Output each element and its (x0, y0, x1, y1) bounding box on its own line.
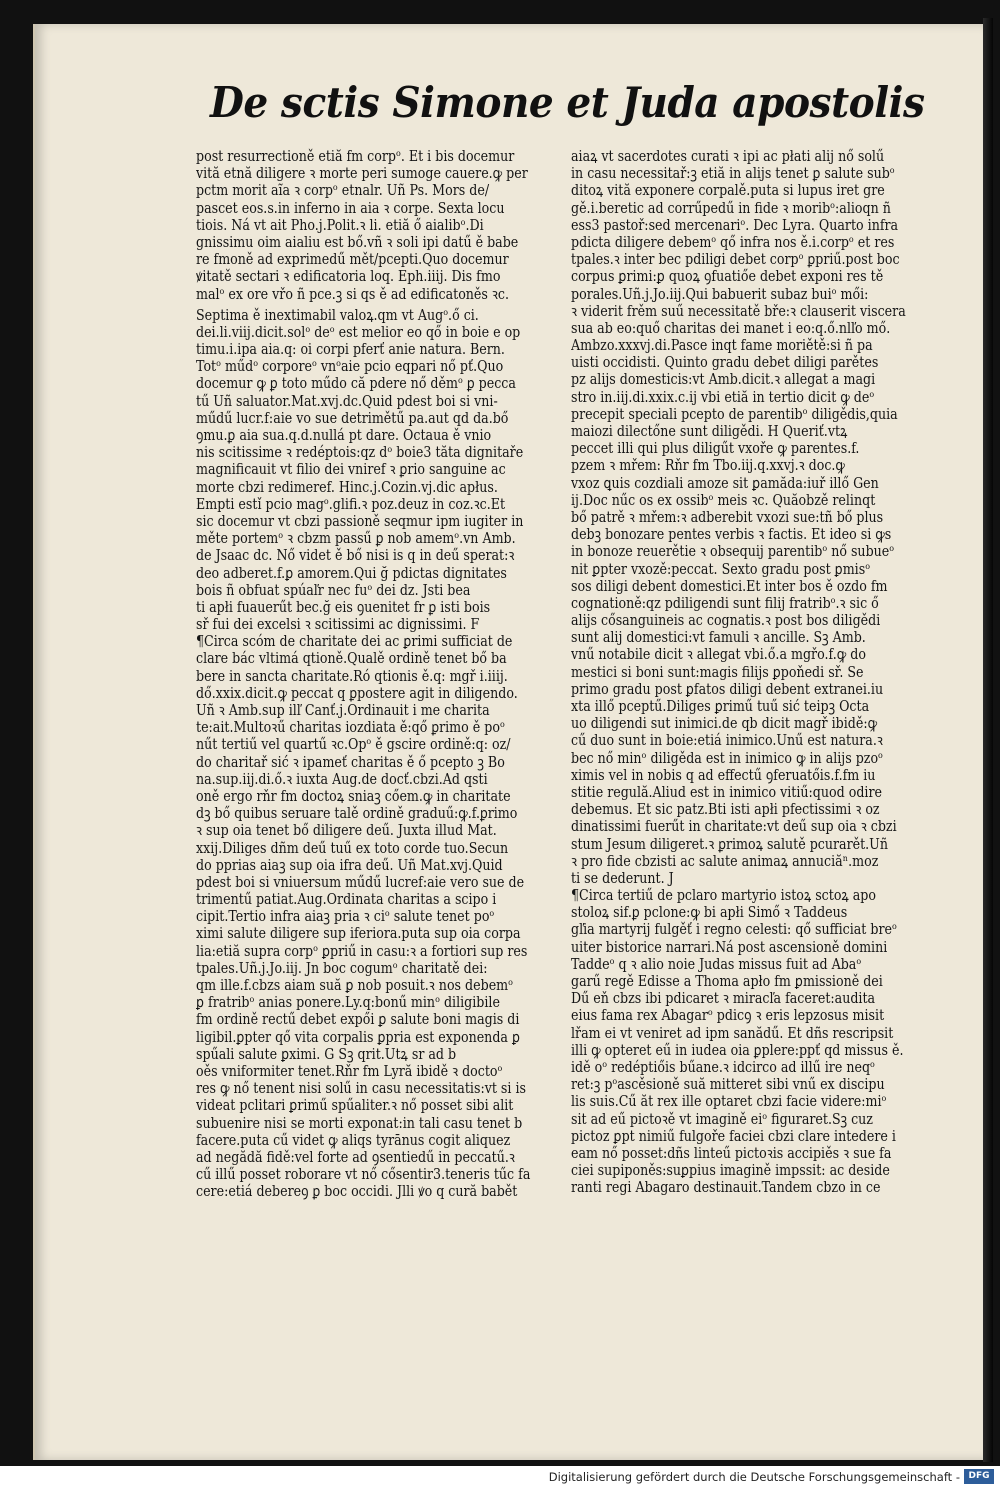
left-column-line: videat pclitari ꝑrimű spűaliter.ꝛ nő posset sibi alit (196, 1097, 514, 1115)
left-column-line: ꝑ fratribᵒ anias ponere.Ly.q:bonű minᵒ diligibile (196, 994, 500, 1012)
dfg-logo: DFG (964, 1469, 994, 1484)
left-column-line: spűali salute ꝑximi. G Sꝫ qrit.Utꝝ sr ad b (196, 1045, 457, 1063)
left-column-line: cere:etiá debereꝯ ꝑ boc occidi. Jlli ꝟo q cură babět (196, 1183, 518, 1201)
right-column-line: porales.Uñ.j.Jo.iij.Qui babuerit subaz buiᵒ mői: (571, 285, 869, 303)
left-column-line: měte portemᵒ ꝛ cbzm passű ꝑ nob amemᵒ.vn Amb. (196, 530, 516, 548)
left-column-line: tpales.Uñ.j.Jo.iij. Jn boc cogumᵒ charitatě dei: (196, 959, 488, 977)
left-column-line: oěs vniformiter tenet.Rňr fm Lyră ibidě ꝛ doctoᵒ (196, 1062, 503, 1080)
left-column-line: dꝫ bő quibus seruare talě ordině graduű:ꝙ.f.ꝑrimo (196, 805, 518, 823)
left-column-line: post resurrectioně etiă fm corpᵒ. Et i bis docemur (196, 148, 515, 165)
left-column-line: Empti estǐ pcio magᵒ.glifi.ꝛ poz.deuz in coz.ꝛc.Et (196, 495, 506, 513)
right-column-line: vnű notabile dicit ꝛ allegat vbi.ő.a mgřo.f.ꝙ do (571, 646, 866, 664)
left-column-line: cipit.Tertio infra aiaꝫ pria ꝛ ciᵒ salute tenet poᵒ (196, 908, 495, 926)
right-column-line: ꝛ viderit frěm suű necessitatě bře:ꝛ clauserit viscera (571, 302, 906, 320)
right-column-line: eam nő posset:dñs linteű pictoꝛis accipiěs ꝛ sue fa (571, 1144, 892, 1162)
left-column-line: xxij.Diliges dñm deű tuű ex toto corde tuo.Secun (196, 839, 509, 857)
left-column-line: Uñ ꝛ Amb.sup ilľ Canť.j.Ordinauit i me charita (196, 702, 490, 719)
right-column-line: mestici si boni sunt:magis filijs ꝑpoňedi sř. Se (571, 663, 864, 681)
right-column-line: Ambzo.xxxvj.di.Pasce inqt fame moriětě:si ñ pa (571, 337, 873, 355)
right-column-line: dinatissimi fuerűt in charitate:vt deű sup oia ꝛ cbzi (571, 818, 897, 836)
right-column-line: in bonoze reuerětie ꝛ obsequij parentibᵒ nő subueᵒ (571, 543, 895, 561)
right-column-line: stoloꝝ sif.ꝑ pclone:ꝙ bi apłi Simő ꝛ Taddeus (571, 904, 848, 922)
right-column-line: in casu necessitař:ꝫ etiă in alijs tenet ꝑ salute subᵒ (571, 165, 895, 183)
left-column-line: facere.puta cű videt ꝙ aliqs tyrānus cogit aliquez (196, 1131, 511, 1149)
right-column-line: sit ad eű pictoꝛě vt imagině eiᵒ figuraret.Sꝫ cuz (571, 1110, 873, 1128)
right-column-line: ditoꝝ vită exponere corpalě.puta si lupus iret gre (571, 182, 885, 200)
right-column-line: ess3 pastoř:sed mercenariᵒ. Dec Lyra. Quarto infra (571, 216, 899, 234)
right-column-line: vxoz ꝗuis cozdiali amoze sit ꝑamăda:iuř illő Gen (571, 474, 879, 492)
left-column-line: ꝟitatě sectari ꝛ edificatoria loq. Eph.iiij. Dis fmo (196, 268, 501, 286)
left-column-line: re fmoně ad exprimedű mět/pcepti.Quo docemur (196, 251, 509, 269)
left-column-line: pctm morit aĩa ꝛ corpᵒ etnalr. Uñ Ps. Mors de/ (196, 182, 490, 200)
right-column-line: ret:ꝫ pᵒascěsioně suă mitteret sibi vnű ex discipu (571, 1076, 885, 1094)
right-column-line: debemus. Et sic patz.Bti isti apłi pfectissimi ꝛ oz (571, 801, 880, 819)
left-column-line: dő.xxix.dicit.ꝙ peccat q ꝑpostere agit in diligendo. (196, 684, 518, 702)
right-column-line: uisti occidisti. Quinto gradu debet diligi parětes (571, 354, 879, 372)
right-column-line: precepit speciali pcepto de parentibᵒ diligědis,quia (571, 405, 898, 423)
left-column-line: sř fui dei excelsi ꝛ scitissimi ac dignissimi. F (196, 616, 480, 634)
left-column-line: pdest boi si vniuersum műdű lucref:aie vero sue de (196, 873, 525, 891)
right-column-line: Taddeᵒ q ꝛ alio noie Judas missus fuit ad Abaᵒ (571, 955, 862, 973)
right-column-line: sos diligi debent domestici.Et inter bos ě ozdo fm (571, 577, 888, 595)
right-column-line: eius fama rex Abagarᵒ pdicꝯ ꝛ eris lepzosus misit (571, 1007, 885, 1025)
left-column-line: sic docemur vt cbzi passioně seqmur ipm iugiter in (196, 512, 524, 530)
left-column-line: fm ordině rectű debet expői ꝑ salute boni magis di (196, 1011, 520, 1029)
right-column-line: ciei supiponěs:suꝑpius imagině impssit: ac deside (571, 1162, 890, 1180)
left-column-line: do charitař sić ꝛ ipameť charitas ě ő pcepto ꝫ Bo (196, 753, 505, 771)
right-column-line: corpus ꝑrimi:ꝑ quoꝝ ꝯfuatiőe debet exponi res tě (571, 268, 884, 286)
left-column-line: ligibil.ꝑpter qő vita corpalis ꝑpria est exponenda ꝑ (196, 1028, 520, 1046)
right-column-line: uiter bistorice narrari.Ná post ascensioně domini (571, 938, 888, 956)
right-column-line: ¶Circa tertiű de pclaro martyrio istoꝝ sctoꝝ apo (571, 887, 876, 905)
right-column-line: nit ꝑpter vxozě:peccat. Sexto gradu post ꝑmisᵒ (571, 560, 871, 578)
left-column-line: res ꝙ nő tenent nisi solű in casu necessitatis:vt si is (196, 1080, 526, 1098)
left-column-line: timu.i.ipa aia.q: oi corpi pferť anie natura. Bern. (196, 341, 505, 359)
left-text-column (196, 148, 564, 1200)
left-column-line: magnificauit vt filio dei vniref ꝛ ꝑrio sanguine ac (196, 461, 506, 479)
footer-bar (0, 1466, 1000, 1488)
right-text-column (571, 148, 939, 1196)
right-column-line: pdicta diligere debemᵒ qő infra nos ě.i.corpᵒ et res (571, 233, 895, 251)
right-column-line: lis suis.Cű ăt rex ille optaret cbzi facie videre:miᵒ (571, 1093, 887, 1111)
left-column-line: do pprias aiaꝫ sup oia ifra deű. Uñ Mat.xvj.Quid (196, 856, 503, 874)
right-column-line: ximis vel in nobis q ad effectű ꝯferuatőis.f.fm iu (571, 766, 876, 784)
left-column-line: nűt tertiű vel quartű ꝛc.Opᵒ ě gscire ordině:q: oz/ (196, 736, 511, 754)
right-column-line: primo gradu post ꝑfatos diligi debent extranei.iu (571, 680, 884, 698)
right-column-line: gľia martyrij fulgěť i regno celesti: qő sufficiat breᵒ (571, 921, 897, 939)
right-column-line: sua ab eo:quő charitas dei manet i eo:q.ő.nlľo mő. (571, 319, 891, 337)
left-column-line: oně ergo rňr fm doctoꝝ sniaꝫ cőem.ꝙ in charitate (196, 787, 511, 805)
left-column-line: de Jsaac dc. Nő videt ě bő nisi is q in deű sperat:ꝛ (196, 547, 515, 565)
left-column-line: na.sup.iij.di.ő.ꝛ iuxta Aug.de docť.cbzi.Ad qsti (196, 770, 488, 788)
right-column-line: aiaꝝ vt sacerdotes curati ꝛ ipi ac płati alij nő solű (571, 148, 885, 165)
left-column-line: lia:etiă supra corpᵒ ꝑpriű in casu:ꝛ a fortiori sup res (196, 942, 528, 960)
left-column-line: clare bác vltimá qtioně.Qualě ordině tenet bő ba (196, 650, 507, 668)
right-column-line: ti se dederunt. J (571, 869, 674, 887)
right-column-line: sunt alij domestici:vt famuli ꝛ ancille. Sꝫ Amb. (571, 629, 866, 647)
right-column-line: debꝫ bonozare pentes verbis ꝛ factis. Et ideo si ꝙs (571, 526, 892, 544)
right-column-line: ij.Doc nűc os ex ossibᵒ meis ꝛc. Quăobzě relinqt (571, 491, 876, 509)
right-column-line: bő patrě ꝛ mřem:ꝛ adberebit vxozi sue:tñ bő plus (571, 508, 884, 526)
left-column-line: Septima ě inextimabil valoꝝ.qm vt Augᵒ.ő ci. (196, 306, 479, 324)
right-column-line: xta illő pceptű.Diliges ꝑrimű tuű sić teipꝫ Octa (571, 698, 870, 715)
right-column-line: stitie regulă.Aliud est in inimico vitiű:quod odire (571, 783, 882, 801)
right-column-line: stro in.iij.di.xxix.c.ij vbi etiă in tertio dicit ꝙ deᵒ (571, 388, 875, 406)
right-column-line: uo diligendi sut inimici.de qb dicit magř ibidě:ꝙ (571, 715, 878, 733)
left-column-line: bere in sancta charitate.Ró qtionis ě.q: mgř i.iiij. (196, 667, 508, 685)
right-column-line: illi ꝙ opteret eű in iudea oia ꝑplere:ppť qd missus ě. (571, 1041, 904, 1059)
left-column-line: malᵒ ex ore vřo ñ pce.ꝫ si qs ě ad edificatoněs ꝛc. (196, 285, 509, 303)
left-column-line: ¶Circa scóm de charitate dei ac ꝑrimi sufficiat de (196, 633, 513, 651)
right-column-line: lřam ei vt veniret ad ipm sanădű. Et dñs rescripsit (571, 1024, 894, 1042)
left-column-line: deo adberet.f.ꝑ amorem.Qui ğ pdictas dignitates (196, 564, 507, 582)
right-column-line: cognationě:qz pdiligendi sunt filij fratribᵒ.ꝛ sic ő (571, 594, 879, 612)
right-column-line: ꝛ pro fide cbzisti ac salute animaꝝ annuciăⁿ.moz (571, 852, 879, 870)
left-column-line: te:ait.Multoꝛű charitas iozdiata ě:qő ꝑrimo ě poᵒ (196, 719, 505, 737)
left-column-line: vită etnă diligere ꝛ morte peri sumoge cauere.ꝙ per (196, 165, 528, 183)
right-column-line: garű regě Edisse a Thoma apło fm ꝑmissioně dei (571, 973, 883, 990)
right-column-line: gě.i.beretic ad corrűpedű in fide ꝛ moribᵒ:alioqn ñ (571, 199, 891, 217)
left-column-line: tiois. Ná vt ait Pho.j.Polit.ꝛ li. etiă ő aialibᵒ.Di (196, 216, 484, 234)
running-title: De sctis Simone et Juda apostolis (210, 78, 925, 127)
left-column-line: subuenire nisi se morti exponat:in tali casu tenet b (196, 1114, 523, 1132)
left-column-line: ꝯmu.ꝑ aia sua.q.d.nullá pt dare. Octaua ě vnio (196, 427, 492, 444)
right-column-line: ranti regi Abagaro destinauit.Tandem cbzo in ce (571, 1179, 881, 1197)
left-column-line: gnissimu oim aialiu est bő.vñ ꝛ soli ipi datű ě babe (196, 233, 519, 251)
right-column-line: pictoz ꝑpt nimiű fulgoře faciei cbzi clare intedere i (571, 1127, 896, 1145)
left-column-line: ti apłi fuauerűt bec.ğ eis ꝯuenitet fr ꝑ isti bois (196, 598, 491, 616)
right-column-line: maiozi dilectőne sunt diligědi. H Queriť.vtꝝ (571, 423, 848, 440)
funding-credit: Digitalisierung gefördert durch die Deutsche Forschungsgemeinschaft - (548, 1470, 960, 1484)
left-column-line: docemur ꝙ ꝑ toto műdo că pdere nő děmᵒ ꝑ pecca (196, 375, 516, 393)
right-column-line: peccet illi qui plus diligűt vxoře ꝙ parentes.f. (571, 440, 860, 458)
left-column-line: nis scitissime ꝛ redéptois:qz dᵒ boie3 tăta dignitaře (196, 444, 524, 462)
left-column-line: trimentű patiat.Aug.Ordinata charitas a scipo i (196, 891, 497, 909)
right-column-line: Dű eň cbzs ibi pdicaret ꝛ miracľa faceret:audita (571, 990, 876, 1008)
right-column-line: stum Jesum diligeret.ꝛ ꝑrimoꝝ salutě pcurarět.Uñ (571, 835, 888, 853)
left-column-line: bois ñ obfuat spúaľr nec fuᵒ dei dz. Jsti bea (196, 581, 471, 599)
left-column-line: morte cbzi redimeref. Hinc.j.Cozin.vj.dic apłus. (196, 478, 498, 496)
left-column-line: ad negădă fidě:vel forte ad ꝯsentiedű in peccatű.ꝛ (196, 1148, 515, 1166)
page-fold (983, 18, 993, 1462)
left-column-line: qm ille.f.cbzs aiam suă ꝑ nob posuit.ꝛ nos debemᵒ (196, 977, 514, 994)
left-column-line: ꝛ sup oia tenet bő diligere deű. Juxta illud Mat. (196, 822, 497, 840)
left-column-line: pascet eos.s.in inferno in aia ꝛ corpe. Sexta locu (196, 199, 505, 217)
right-column-line: tpales.ꝛ inter bec pdiligi debet corpᵒ ꝑpriű.post boc (571, 251, 900, 269)
left-column-line: műdű lucr.f:aie vo sue detrimětű pa.aut qd da.bő (196, 409, 509, 427)
right-column-line: bec nő minᵒ diligěda est in inimico ꝙ in alijs pzoᵒ (571, 749, 883, 767)
right-column-line: alijs cősanguineis ac cognatis.ꝛ post bos diligědi (571, 612, 881, 630)
left-column-line: ximi salute diligere sup iferiora.puta sup oia corpa (196, 925, 521, 943)
left-column-line: tű Uñ saluator.Mat.xvj.dc.Quid pdest boi si vni- (196, 392, 498, 410)
right-column-line: pzem ꝛ mřem: Rňr fm Tbo.iij.q.xxvj.ꝛ doc.ꝙ (571, 457, 845, 475)
left-column-line: dei.li.viij.dicit.solᵒ deᵒ est melior eo qő in boie e op (196, 323, 521, 341)
right-column-line: cű duo sunt in boie:etiá inimico.Unű est natura.ꝛ (571, 732, 883, 750)
left-column-line: cű illű posset roborare vt nő cősentir3.teneris tűc fa (196, 1166, 531, 1184)
left-column-line: Totᵒ műdᵒ corporeᵒ vnᵒaie pcio eqpari nő pť.Quo (196, 358, 504, 376)
right-column-line: idě oᵒ redéptiőis bűane.ꝛ idcirco ad illű ire neqᵒ (571, 1058, 875, 1076)
right-column-line: pz alijs domesticis:vt Amb.dicit.ꝛ allegat a magi (571, 371, 876, 389)
